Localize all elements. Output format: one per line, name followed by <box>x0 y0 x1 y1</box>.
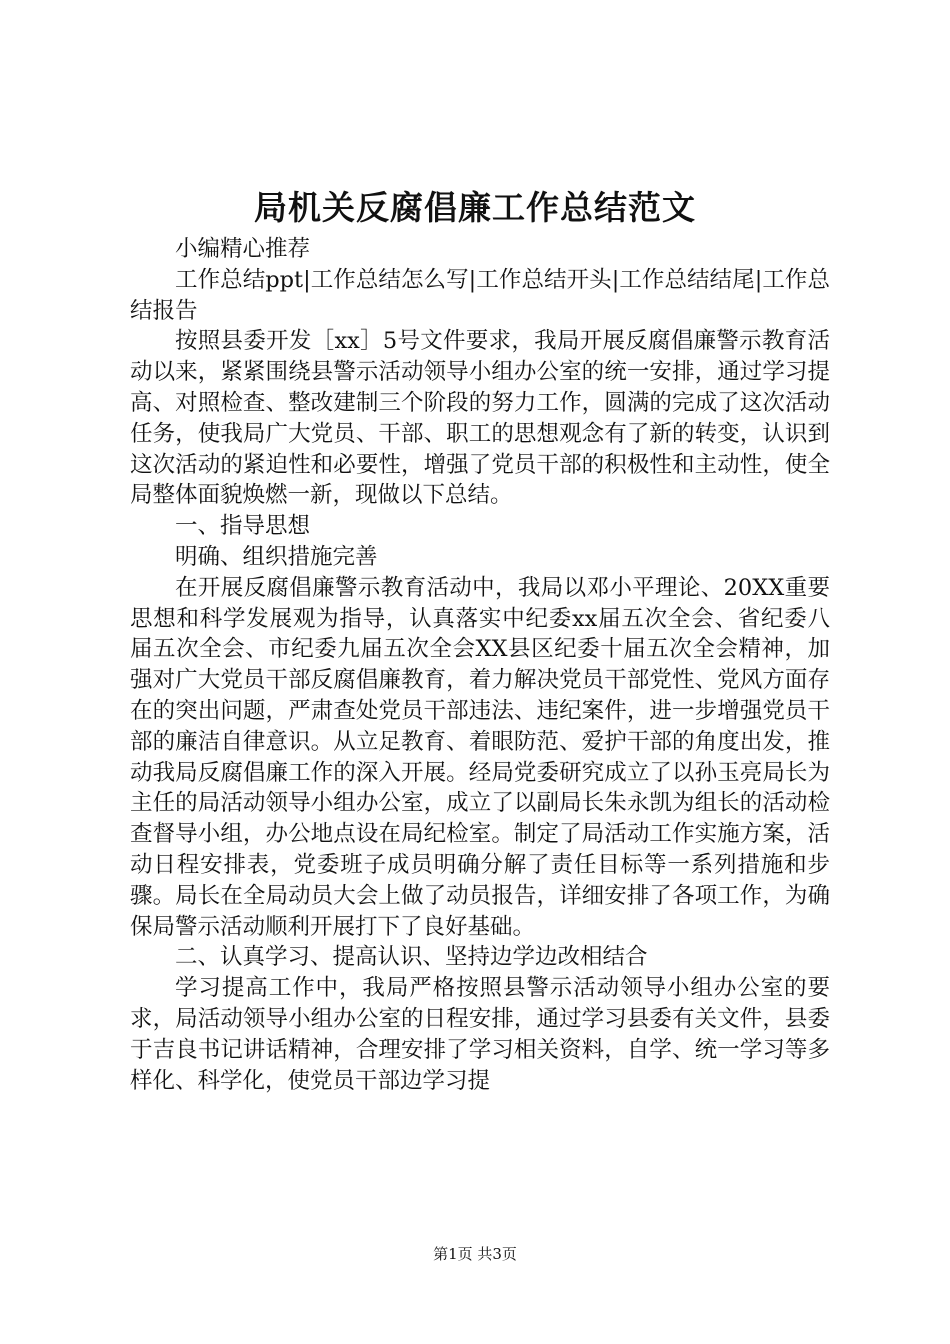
recommend-line: 小编精心推荐 <box>175 236 311 262</box>
section-heading-1: 一、指导思想 <box>175 513 311 540</box>
related-links-line: 工作总结ppt|工作总结怎么写|工作总结开头|工作总结结尾|工作总结报告 <box>130 266 830 324</box>
body-paragraph-1: 在开展反腐倡廉警示教育活动中，我局以邓小平理论、20XX重要思想和科学发展观为指导，认真落实中纪委xx届五次全会、省纪委八届五次全会、市纪委九届五次全会XX县区纪委十届五次全会精神，加强对广大党员干部反腐倡廉教育，着力解决党员干部党性、党风方面存在的突出问题，严肃查处党员干部违法、违纪案件，进一步增强党员干部的廉洁自律意识。从立足教育、着眼防范、爱护干部的角度出发，推动我局反腐倡廉工作的深入开展。经局党委研究成立了以孙玉亮局长为主任的局活动领导小组办公室，成立了以副局长朱永凯为组长的活动检查督导小组，办公地点设在局纪检室。制定了局活动工作实施方案，活动日程安排表，党委班子成员明确分解了责任目标等一系列措施和步骤。局长在全局动员大会上做了动员报告，详细安排了各项工作，为确保局警示活动顺利开展打下了良好基础。 <box>130 574 830 940</box>
document-title: 局机关反腐倡廉工作总结范文 <box>254 188 696 227</box>
section-heading-2: 二、认真学习、提高认识、坚持边学边改相结合 <box>175 944 648 971</box>
document-body <box>130 234 830 1096</box>
intro-paragraph: 按照县委开发［xx］5号文件要求，我局开展反腐倡廉警示教育活动以来，紧紧围绕县警示活动领导小组办公室的统一安排，通过学习提高、对照检查、整改建制三个阶段的努力工作，圆满的完成了这次活动任务，使我局广大党员、干部、职工的思想观念有了新的转变，认识到这次活动的紧迫性和必要性，增强了党员干部的积极性和主动性，使全局整体面貌焕燃一新，现做以下总结。 <box>130 328 830 509</box>
body-paragraph-2: 学习提高工作中，我局严格按照县警示活动领导小组办公室的要求，局活动领导小组办公室的日程安排，通过学习县委有关文件，县委于吉良书记讲话精神，合理安排了学习相关资料，自学、统一学习等多样化、科学化，使党员干部边学习提 <box>130 975 830 1094</box>
page-number-footer: 第1页 共3页 <box>433 1245 517 1263</box>
subheading-1: 明确、组织措施完善 <box>175 543 378 570</box>
